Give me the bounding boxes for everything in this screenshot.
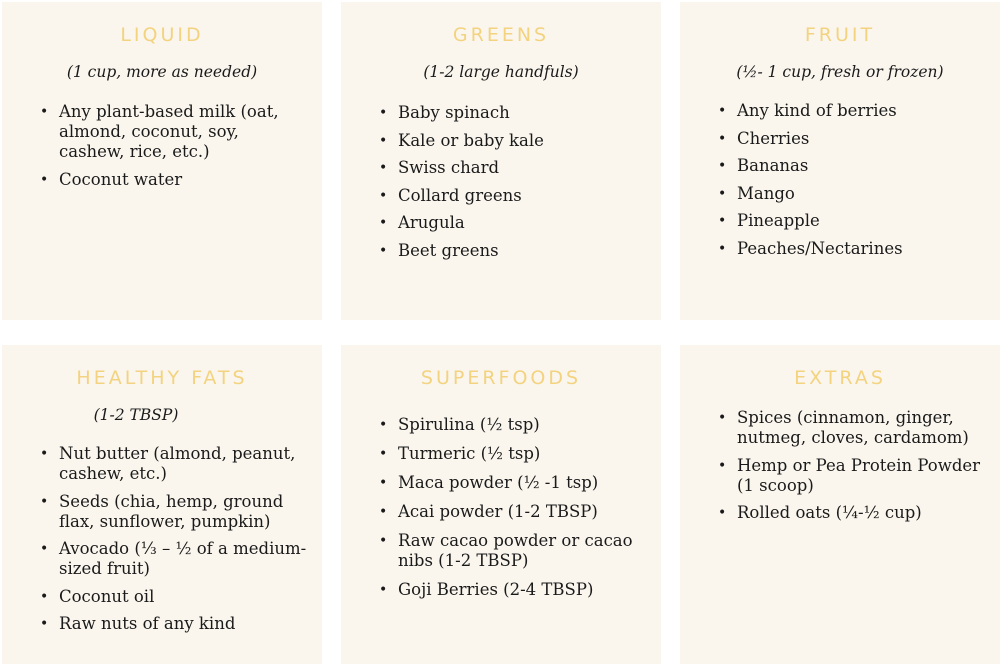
list-item <box>40 444 308 484</box>
ingredient-list <box>379 103 647 268</box>
card-title: HEALTHY FATS <box>76 367 248 389</box>
ingredient-list <box>40 102 308 197</box>
bullet-icon: • <box>718 457 727 474</box>
list-item <box>379 531 647 571</box>
bullet-icon: • <box>379 242 388 259</box>
list-item-text: Baby spinach <box>398 103 510 122</box>
bullet-icon: • <box>40 104 49 120</box>
card-title: SUPERFOODS <box>420 367 582 389</box>
list-item <box>718 129 986 149</box>
bullet-icon: • <box>40 446 49 462</box>
list-item <box>379 415 647 435</box>
list-item-text: Beet greens <box>398 240 499 260</box>
list-item <box>379 444 647 464</box>
bullet-icon: • <box>718 505 727 521</box>
card-subtitle: (1-2 TBSP) <box>93 406 179 424</box>
bullet-icon: • <box>718 158 727 174</box>
list-item-text: Cherries <box>737 128 810 148</box>
list-item <box>718 156 986 176</box>
list-item-text: Peaches/Nectarines <box>737 238 903 258</box>
list-item-text: Hemp or Pea Protein Powder (1 scoop) <box>737 455 981 495</box>
list-item <box>40 587 308 607</box>
bullet-icon: • <box>40 616 49 632</box>
bullet-icon: • <box>379 160 388 176</box>
card-subtitle: (½- 1 cup, fresh or frozen) <box>736 63 944 81</box>
list-item-text: Acai powder (1-2 TBSP) <box>398 502 598 521</box>
bullet-icon: • <box>379 132 388 149</box>
list-item-text: Pineapple <box>737 211 820 230</box>
bullet-icon: • <box>379 475 388 491</box>
bullet-icon: • <box>40 588 49 605</box>
list-item <box>40 492 308 532</box>
bullet-icon: • <box>718 185 727 202</box>
bullet-icon: • <box>379 533 388 549</box>
list-item <box>379 158 647 178</box>
list-item-text: Avocado (⅓ – ½ of a medium-sized fruit) <box>59 539 307 578</box>
card-title: EXTRAS <box>794 367 886 389</box>
card-title: GREENS <box>452 24 550 46</box>
list-item <box>40 170 308 190</box>
bullet-icon: • <box>379 446 388 462</box>
bullet-icon: • <box>379 417 388 433</box>
bullet-icon: • <box>40 171 49 188</box>
card-healthy-fats <box>2 345 322 664</box>
list-item <box>40 102 308 162</box>
card-subtitle: (1 cup, more as needed) <box>66 63 258 81</box>
card-superfoods <box>341 345 661 664</box>
list-item <box>379 186 647 206</box>
bullet-icon: • <box>718 240 727 257</box>
bullet-icon: • <box>379 215 388 231</box>
bullet-icon: • <box>379 187 388 204</box>
list-item <box>379 131 647 151</box>
list-item <box>718 503 986 523</box>
list-item <box>718 239 986 259</box>
bullet-icon: • <box>718 410 727 426</box>
list-item-text: Nut butter (almond, peanut, cashew, etc.) <box>59 444 296 483</box>
card-fruit <box>680 2 1000 320</box>
list-item <box>718 184 986 204</box>
list-item-text: Any kind of berries <box>737 101 897 120</box>
list-item-text: Collard greens <box>398 185 522 205</box>
bullet-icon: • <box>718 130 727 147</box>
list-item-text: Bananas <box>737 156 809 175</box>
bullet-icon: • <box>379 105 388 121</box>
list-item-text: Spices (cinnamon, ginger, nutmeg, cloves, cardamom) <box>737 408 969 447</box>
list-item <box>40 539 308 579</box>
card-title: FRUIT <box>804 24 876 46</box>
list-item <box>718 456 986 496</box>
bullet-icon: • <box>718 103 727 119</box>
list-item-text: Raw cacao powder or cacao nibs (1-2 TBSP) <box>398 531 633 570</box>
card-liquid <box>2 2 322 320</box>
list-item-text: Coconut water <box>59 169 183 189</box>
card-subtitle: (1-2 large handfuls) <box>423 63 579 81</box>
list-item <box>379 473 647 493</box>
bullet-icon: • <box>379 504 388 520</box>
list-item <box>379 213 647 233</box>
list-item-text: Spirulina (½ tsp) <box>398 415 540 434</box>
list-item-text: Goji Berries (2-4 TBSP) <box>398 580 594 599</box>
bullet-icon: • <box>379 582 388 598</box>
list-item <box>40 614 308 634</box>
list-item-text: Rolled oats (¼-½ cup) <box>737 503 922 522</box>
ingredient-list <box>718 408 986 531</box>
list-item-text: Raw nuts of any kind <box>59 614 236 633</box>
list-item-text: Swiss chard <box>398 158 500 177</box>
list-item <box>718 211 986 231</box>
ingredient-list <box>718 101 986 266</box>
list-item <box>718 408 986 448</box>
ingredient-list <box>40 444 308 642</box>
list-item <box>379 103 647 123</box>
card-greens <box>341 2 661 320</box>
card-title: LIQUID <box>120 24 204 46</box>
bullet-icon: • <box>718 213 727 229</box>
list-item <box>379 241 647 261</box>
bullet-icon: • <box>40 541 49 557</box>
list-item-text: Seeds (chia, hemp, ground flax, sunflower, pumpkin) <box>59 491 284 531</box>
list-item-text: Turmeric (½ tsp) <box>398 444 541 463</box>
bullet-icon: • <box>40 493 49 510</box>
list-item <box>718 101 986 121</box>
ingredient-list <box>379 415 647 609</box>
list-item-text: Kale or baby kale <box>398 130 544 150</box>
list-item-text: Maca powder (½ -1 tsp) <box>398 473 599 492</box>
list-item-text: Arugula <box>398 213 465 232</box>
card-extras <box>680 345 1000 664</box>
list-item-text: Mango <box>737 183 795 203</box>
list-item <box>379 580 647 600</box>
list-item-text: Coconut oil <box>59 586 155 606</box>
list-item <box>379 502 647 522</box>
list-item-text: Any plant-based milk (oat, almond, coconut, soy, cashew, rice, etc.) <box>59 102 279 161</box>
